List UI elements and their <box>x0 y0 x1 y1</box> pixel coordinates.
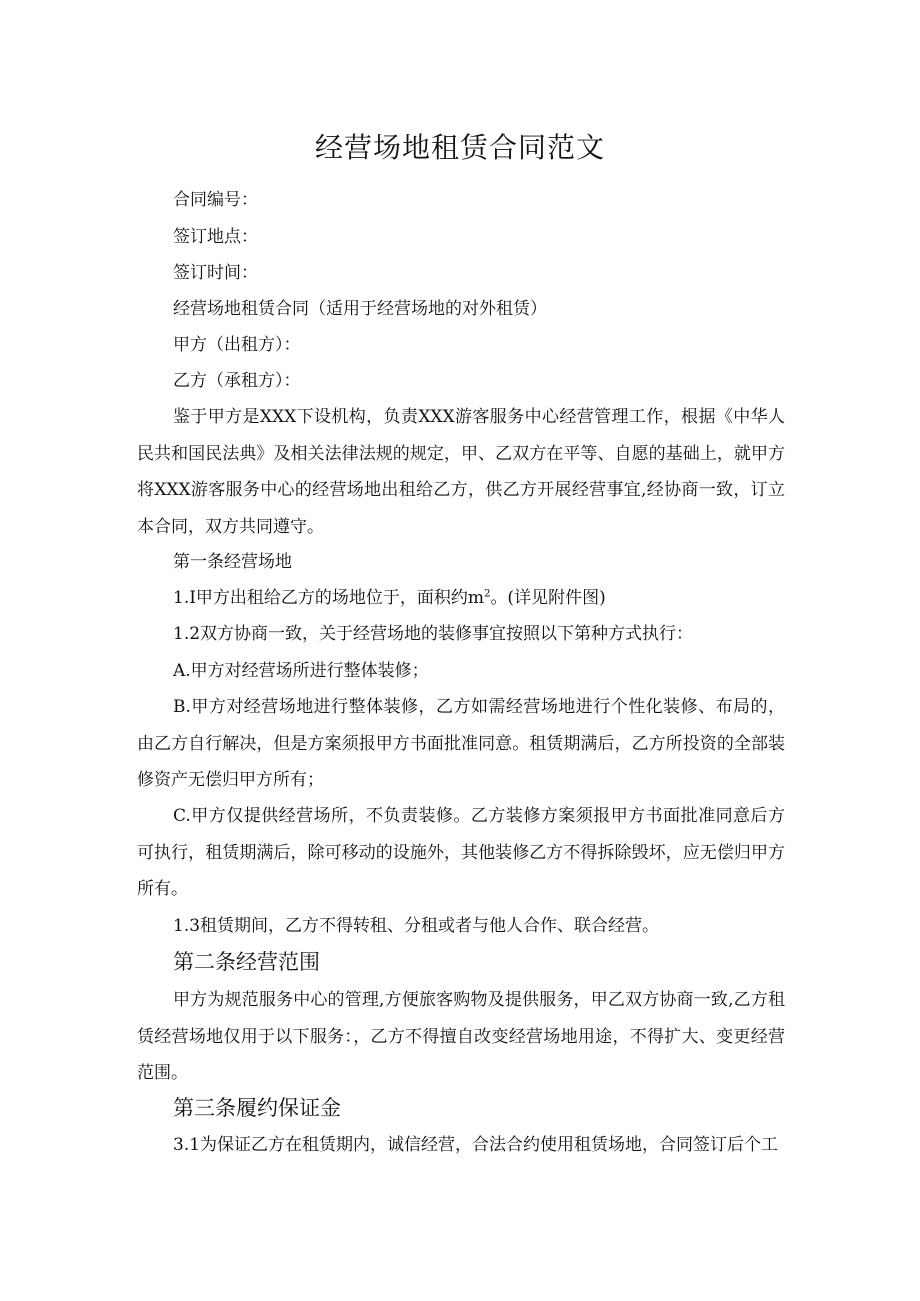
article-3-heading: 第三条履约保证金 <box>173 1096 341 1120</box>
sign-place-field: 签订地点： <box>173 227 258 247</box>
party-b-field: 乙方（承租方）： <box>173 371 301 391</box>
option-b: B.甲方对经营场地进行整体装修，乙方如需经营场地进行个性化装修、布局的，由乙方自行解决，但是方案须报甲方书面批准同意。租赁期满后，乙方所投资的全部装修资产无偿归甲方所有； <box>137 697 785 790</box>
document-title: 经营场地租赁合同范文 <box>314 131 605 164</box>
clause-1-1-suffix: 。(详见附件图) <box>490 588 606 608</box>
square-meter-superscript: 2 <box>484 588 491 600</box>
clause-1-1-text: 1.I甲方出租给乙方的场地位于，面积约m <box>173 588 485 608</box>
clause-1-2: 1.2双方协商一致，关于经营场地的装修事宜按照以下第种方式执行： <box>173 624 694 644</box>
option-a: A.甲方对经营场所进行整体装修； <box>173 661 429 681</box>
contract-number-field: 合同编号： <box>173 190 258 210</box>
contract-subtitle: 经营场地租赁合同（适用于经营场地的对外租赁） <box>173 299 547 319</box>
article-1-heading: 第一条经营场地 <box>173 552 292 572</box>
article-2-body: 甲方为规范服务中心的管理,方便旅客购物及提供服务，甲乙双方协商一致,乙方租赁经营场地仅用于以下服务：，乙方不得擅自改变经营场地用途，不得扩大、变更经营范围。 <box>137 990 785 1083</box>
option-c: C.甲方仅提供经营场所，不负责装修。乙方装修方案须报甲方书面批准同意后方可执行，租赁期满后，除可移动的设施外，其他装修乙方不得拆除毁坏，应无偿归甲方所有。 <box>137 806 785 899</box>
article-2-heading: 第二条经营范围 <box>173 950 320 974</box>
clause-1-3: 1.3租赁期间，乙方不得转租、分租或者与他人合作、联合经营。 <box>173 916 660 936</box>
party-a-field: 甲方（出租方）： <box>173 335 301 355</box>
clause-3-1: 3.1为保证乙方在租赁期内，诚信经营，合法合约使用租赁场地，合同签订后个工 <box>173 1135 779 1155</box>
clause-1-1 <box>173 586 606 610</box>
preamble-paragraph: 鉴于甲方是XXX下设机构，负责XXX游客服务中心经营管理工作，根据《中华人民共和国民法典》及相关法律法规的规定，甲、乙双方在平等、自愿的基础上，就甲方将XXX游客服务中心的经营场地出租给乙方，供乙方开展经营事宜,经协商一致，订立本合同，双方共同遵守。 <box>137 407 785 537</box>
sign-time-field: 签订时间： <box>173 263 258 283</box>
